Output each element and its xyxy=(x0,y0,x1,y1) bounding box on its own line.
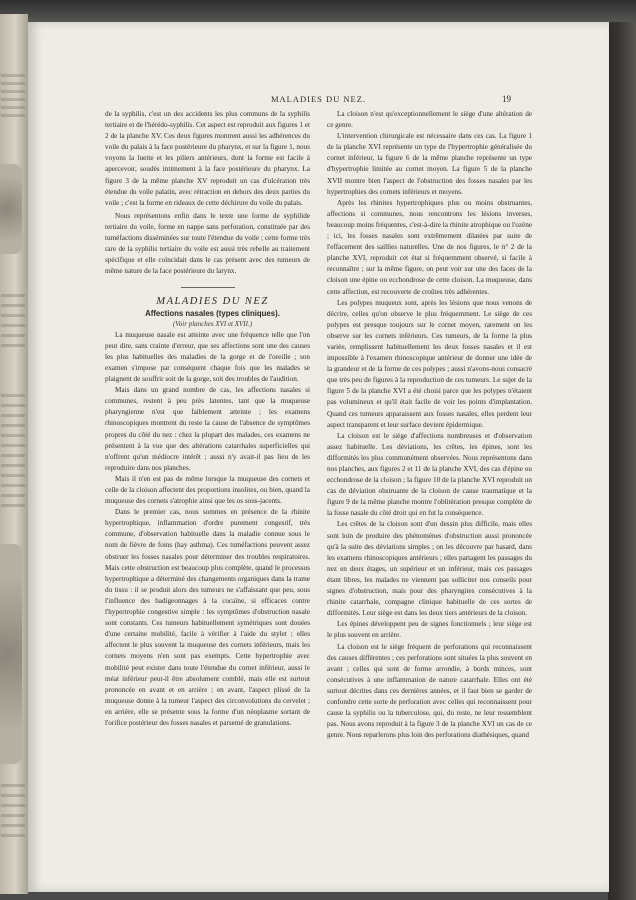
paragraph: Mais il n'en est pas de même lorsque la muqueuse des cornets et celle de la cloison affectent des proportions insolites, ou bien, quand la muqueuse des cornets s'atrophie ainsi que les os sous-jacents. xyxy=(105,474,310,506)
paragraph: La cloison n'est qu'exceptionnellement le siège d'une altération de ce genre. xyxy=(327,110,532,130)
left-column xyxy=(105,109,310,729)
paragraph: Après les rhinites hypertrophiques plus ou moins obstruantes, affections si communes, nous rencontrons les lésions inverses, beaucoup moins fréquentes, c'est-à-dire la rhinite atrophique ou l'ozène ; ici, les fosses nasales sont extrêmement dilatées par suite de l'effacement des saillies naturelles. Une de nos figures, le n° 2 de la planche XVI, reproduit cet état si fréquemment observé, si facile à reconnaître ; sur la même figure, on peut voir sur une des faces de la cloison une épine ou ecchondrose de cette cloison. La muqueuse, dans cette affection, est recouverte de croûtes très adhérentes. xyxy=(327,198,532,296)
paragraph: Les polypes muqueux sont, après les lésions que nous venons de décrire, celles qu'on observe le plus fréquemment. Le siège de ces polypes est presque toujours sur le cornet moyen, rarement on les observe sur les cornets inférieurs. Ces tumeurs, de la forme la plus variée, remplissent habituellement les deux fosses nasales et il est impossible à l'examen rhinoscopique antérieur de donner une idée de la grandeur et de la forme de ces polypes ; aussi n'avons-nous consacré que très peu de figures à la reproduction de ces tumeurs. Le sujet de la figure 5 de la planche XVI a été choisi parce que les polypes n'étaient pas volumineux et qu'il était facile de voir les points d'implantation. Quand ces tumeurs apparaissent aux fosses nasales, elles perdent leur aspect transparent et leur surface devient épidermique. xyxy=(327,298,532,429)
paragraph: Dans le premier cas, nous sommes en présence de la rhinite hypertrophique, inflammation d'ordre purement congestif, très commune, d'observation habituelle dans la maladie connue sous le nom de fièvre de foins (hay asthma). Ces tuméfactions peuvent assez obstruer les fosses nasales pour déterminer des troubles respiratoires. Mais cette obstruction est beaucoup plus complète, quand le processus hypertrophique a déterminé des changements organiques dans la trame du tissu : il se produit alors des tumeurs ne s'affaissant que peu, sous l'influence des badigeonnages à la cocaïne, si efficaces contre l'hypertrophie congestive simple : les symptômes d'obstruction nasale sont constants. Ces tumeurs habituellement symétriques sont douées d'une certaine mobilité, facile à vérifier à l'aide du stylet ; elles affectent le plus souvent la muqueuse des cornets inférieurs, mais les cornets moyens n'en sont pas exempts. Cette hypertrophie avec mobilité peut exister dans toute l'étendue du cornet inférieur, aussi le méat inférieur peut-il être absolument comblé, mais elle est surtout prononcée en avant et en arrière ; en avant, l'aspect plissé de la muqueuse donne à la tumeur l'aspect des circonvolutions du cervelet ; en arrière, elle se présente sous la forme d'un néoplasme sortant de l'orifice postérieur des fosses nasales et parsemé de granulations. xyxy=(105,508,310,727)
right-column xyxy=(327,109,532,741)
section-title: MALADIES DU NEZ xyxy=(156,296,269,308)
running-head: MALADIES DU NEZ. xyxy=(270,94,367,104)
section-divider xyxy=(181,287,235,288)
paragraph: La cloison est le siège d'affections nombreuses et d'observation assez habituelle. Les déviations, les crêtes, les épines, sont les difformités les plus communément observées. Nous représentons dans nos planches, aux figures 2 et 11 de la planche XVI, des cas d'épine ou ecchondrose de la cloison ; la figure 10 de la planche XVI reproduit un cas de déviation obstruante de la cloison de cause traumatique et la figure 9 de la même planche montre l'oblitération presque complète de la fosse nasale du côté droit qui en fut la conséquence. xyxy=(327,431,532,518)
section-subtitle: Affections nasales (types cliniques). xyxy=(145,308,280,318)
section-plate-reference: (Voir planches XVI et XVII.) xyxy=(172,319,253,328)
book-page xyxy=(28,22,609,892)
paragraph: Les épines développent peu de signes fonctionnels ; leur siège est le plus souvent en arrière. xyxy=(327,620,532,640)
facing-page-illustration xyxy=(0,164,22,254)
paragraph: La cloison est le siège fréquent de perforations qui reconnaissent des causes différentes ; ces perforations sont situées la plus souvent en avant ; celles qui sont de forme arrondie, à bords minces, sont consécutives à une inflammation de nature catarrhale. Elles ont été surtout décrites dans ces dernières années, et il faut bien se garder de confondre cette sorte de perforation avec celles qui reconnaissent pour cause la syphilis ou la tuberculose, qui, du reste, ne leur ressemblent pas. Nous avons reproduit à la figure 3 de la planche XVI un cas de ce genre. Nous reparlerons plus loin des perforations diathésiques, quand xyxy=(327,642,532,740)
paragraph: de la syphilis, c'est un des accidents les plus communs de la syphilis tertiaire et de l'hérédo-syphilis. Cet aspect est reproduit aux figures 1 et 2 de la planche XV. Ces deux figures montrent aussi les adhérences du voile du palais à la face postérieure du pharynx, et sur la figure 1, nous voyons la luette et les piliers antérieurs, dont la forme est facile à apercevoir, soudés intimement à la face postérieure du pharynx. La figure 3 de la même planche XV reproduit un cas d'ulcération très étendue du voile palatin, avec rétraction en dehors des deux parties du voile ; c'est la forme en rideaux de cette déchirure du voile du palais. xyxy=(105,110,310,207)
paragraph: Les crêtes de la cloison sont d'un dessin plus difficile, mais elles sont loin de produire des phénomènes d'obstruction aussi prononcée qu'à la suite des déviations simples ; on les découvre par hasard, dans les examens rhinoscopiques antérieurs ; elles partagent les passages du nez en deux étages, un supérieur et un inférieur, mais ces passages étant libres, les malades ne viennent pas solliciter nos conseils pour signes d'obstruction, mais pour des pharyngites consécutives à la rhinite catarrhale, compagne clinique habituelle de ces sortes de difformités. Leur siège est dans les deux tiers antérieurs de la cloison. xyxy=(327,520,532,618)
paragraph: Nous représentons enfin dans le texte une forme de syphilide tertiaire du voile, forme en nappe sans perforation, constituée par des tuméfactions disséminées sur toute l'étendue du voile ; cette forme très rare de la syphilis tertiaire du voile est aussi très rebelle au traitement spécifique et elle coïncidait dans le cas présent avec des tumeurs de même nature de la face postérieure du larynx. xyxy=(105,211,310,276)
page-number: 19 xyxy=(502,94,511,104)
book-cover-edge xyxy=(608,22,636,900)
facing-page-plate xyxy=(0,544,22,764)
paragraph: La muqueuse nasale est atteinte avec une fréquence telle que l'on peut dire, sans crainte d'erreur, que ses affections sont une des causes les plus habituelles des maladies de la gorge et de l'oreille ; son examen s'impose par conséquent chaque fois que les malades se plaignent de souffrir soit de la gorge, soit des troubles de l'audition. xyxy=(105,330,310,384)
book-top-shadow xyxy=(0,0,636,22)
paragraph: L'intervention chirurgicale est nécessaire dans ces cas. La figure 1 de la planche XVI représente un type de l'hypertrophie généralisée du cornet inférieur, la figure 6 de la même planche représente un type d'hypertrophie limitée au cornet moyen. La figure 5 de la planche XVII montre bien l'aspect de l'obstruction des fosses nasales par les hypertrophies des cornets inférieurs et moyens. xyxy=(327,132,532,196)
paragraph: Mais dans un grand nombre de cas, les affections nasales si communes, restent à peu près latentes, tant que la muqueuse pharyngienne n'est que faiblement atteinte ; les examens rhinoscopiques montrent du reste la cause de l'absence de symptômes propres du côté du nez : chez la plupart des malades, ces examens ne présentent à la vue que des altérations catarrhales superficielles qui n'offrent qu'un médiocre intérêt ; aussi n'y avait-il pas lieu de les reproduire dans nos planches. xyxy=(105,386,310,472)
facing-page-edge xyxy=(0,14,28,894)
